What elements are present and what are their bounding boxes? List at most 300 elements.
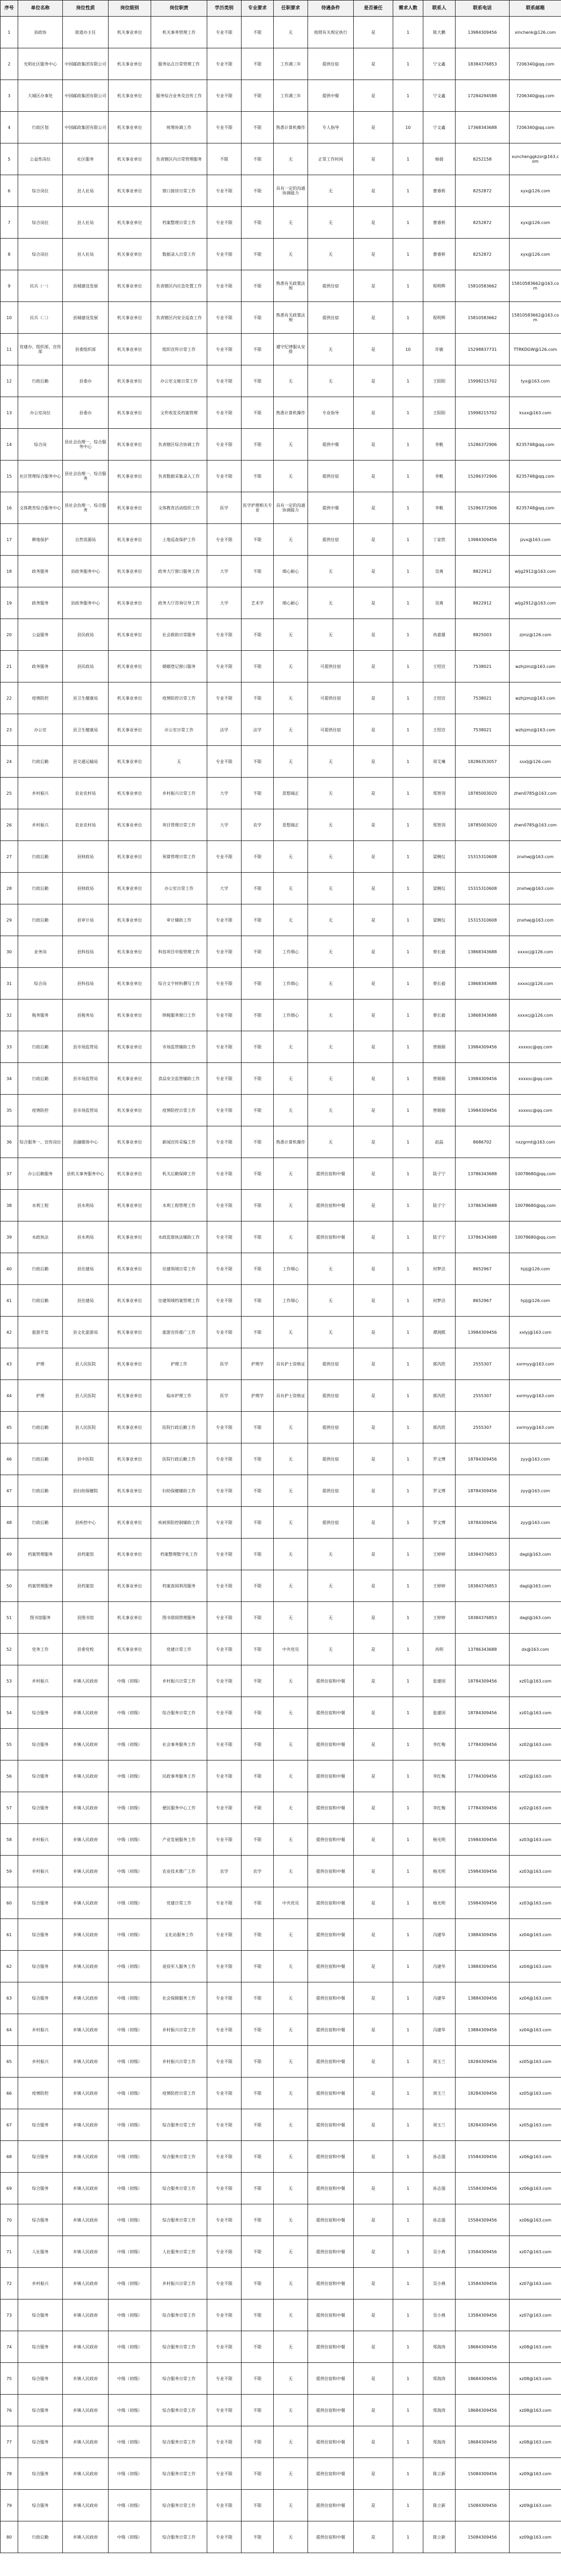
header-row: [1, 1, 561, 17]
table-cell: 专业指导: [308, 397, 354, 429]
table-cell: 1: [393, 809, 423, 841]
table-cell: nxzgrmt@163.com: [510, 1126, 561, 1158]
table-cell: 农学: [207, 1856, 242, 1887]
table-cell: 不限: [242, 2299, 274, 2331]
table-cell: 综合服务日常工作: [151, 1697, 207, 1729]
table-cell: 纳税服务窗口工作: [151, 1000, 207, 1031]
table-cell: 是: [354, 682, 393, 714]
table-cell: 县住建局: [63, 1285, 109, 1317]
table-cell: 提供住宿: [308, 1475, 354, 1507]
table-cell: 13984309456: [456, 1095, 510, 1126]
table-cell: 无: [274, 619, 308, 651]
header-cell: 序号: [1, 1, 18, 17]
table-cell: 55: [1, 1729, 18, 1760]
table-cell: 水利工程: [18, 1190, 63, 1221]
table-cell: 县科技局: [63, 936, 109, 968]
table-cell: 10078680@qq.com: [510, 1158, 561, 1190]
table-cell: 县交通运输局: [63, 746, 109, 778]
table-cell: 无: [274, 1982, 308, 2014]
table-cell: 综合服务: [18, 2363, 63, 2395]
table-cell: xxrmyy@163.com: [510, 1348, 561, 1380]
table-cell: 66: [1, 2078, 18, 2109]
header-cell: 学历类别: [207, 1, 242, 17]
table-row: [1, 556, 561, 587]
table-cell: 法学: [207, 714, 242, 746]
table-cell: 党建日常工作: [151, 1887, 207, 1919]
table-cell: 无: [308, 175, 354, 207]
table-cell: 负责数据采集录入工作: [151, 461, 207, 492]
table-cell: 疫情防控日常工作: [151, 1095, 207, 1126]
table-cell: 1: [393, 651, 423, 682]
table-cell: 水政执法: [18, 1221, 63, 1253]
table-row: [1, 1221, 561, 1253]
table-cell: 县政务服务中心: [63, 556, 109, 587]
table-cell: xz03@163.com: [510, 1887, 561, 1919]
table-cell: 无: [274, 524, 308, 556]
table-cell: 机关事业单位: [109, 809, 151, 841]
table-row: [1, 1412, 561, 1443]
table-cell: 综合岗: [18, 429, 63, 461]
table-cell: 乡镇人民政府: [63, 2299, 109, 2331]
table-cell: 无: [308, 746, 354, 778]
table-row: [1, 2236, 561, 2268]
table-cell: 机关事业单位: [109, 1095, 151, 1126]
table-cell: 是: [354, 429, 393, 461]
table-cell: 社会事务服务工作: [151, 1729, 207, 1760]
table-cell: 提供住宿和中餐: [308, 2458, 354, 2490]
table-cell: 15286372906: [456, 492, 510, 524]
table-cell: 8252158: [456, 143, 510, 175]
table-cell: 乡村振兴日常工作: [151, 2046, 207, 2078]
table-cell: 提供住宿: [308, 1443, 354, 1475]
table-cell: 专业不限: [207, 397, 242, 429]
table-cell: 行政后勤: [18, 1475, 63, 1507]
table-cell: 18286353057: [456, 746, 510, 778]
table-cell: 县政务服务中心: [63, 587, 109, 619]
table-cell: 42: [1, 1317, 18, 1348]
table-cell: 工作细心: [274, 1253, 308, 1285]
table-cell: 专业不限: [207, 175, 242, 207]
table-cell: 28: [1, 873, 18, 904]
table-cell: 提供住宿和中餐: [308, 2299, 354, 2331]
table-cell: xz01@163.com: [510, 1665, 561, 1697]
table-cell: 无: [274, 365, 308, 397]
table-cell: 44: [1, 1380, 18, 1412]
table-cell: xz01@163.com: [510, 1697, 561, 1729]
table-cell: 13: [1, 397, 18, 429]
table-cell: 13584309456: [456, 2268, 510, 2299]
table-cell: 梁婉仪: [423, 904, 456, 936]
table-cell: xunchenggkzsr@163.com: [510, 143, 561, 175]
table-cell: 水利工程管理工作: [151, 1190, 207, 1221]
table-cell: 政务大厅咨询引导工作: [151, 587, 207, 619]
table-cell: 乡镇人民政府: [63, 1729, 109, 1760]
table-cell: 专业不限: [207, 1063, 242, 1095]
table-cell: 1: [393, 1887, 423, 1919]
table-cell: 1: [393, 1380, 423, 1412]
table-cell: 政务服务: [18, 587, 63, 619]
table-cell: 乡镇人民政府: [63, 1760, 109, 1792]
table-cell: 无: [274, 1412, 308, 1443]
table-cell: 周艾琳: [423, 746, 456, 778]
table-cell: 不限: [242, 1760, 274, 1792]
table-cell: 13884309456: [456, 2014, 510, 2046]
header-cell: 是否兼任: [354, 1, 393, 17]
table-cell: 中级（初级）: [109, 2490, 151, 2521]
table-cell: 8822912: [456, 556, 510, 587]
table-cell: 是: [354, 2458, 393, 2490]
table-cell: xxrmyy@163.com: [510, 1412, 561, 1443]
table-cell: 曾娟娟: [423, 1063, 456, 1095]
table-cell: 无: [274, 2236, 308, 2268]
table-cell: 专业不限: [207, 334, 242, 365]
table-cell: 档案整理日常工作: [151, 207, 207, 239]
table-cell: 提供住宿: [308, 48, 354, 80]
table-cell: 1: [393, 1634, 423, 1665]
table-cell: 可提供住宿: [308, 651, 354, 682]
table-cell: 无: [274, 904, 308, 936]
table-cell: 孙志强: [423, 2141, 456, 2173]
table-cell: 不限: [242, 2268, 274, 2299]
table-cell: 是: [354, 2299, 393, 2331]
table-cell: 护理: [18, 1380, 63, 1412]
table-cell: 1: [393, 778, 423, 809]
table-row: [1, 1095, 561, 1126]
table-cell: 无: [308, 1285, 354, 1317]
table-cell: 陈立新: [423, 2490, 456, 2521]
header-cell: 岗位级别: [109, 1, 151, 17]
table-cell: xz07@163.com: [510, 2236, 561, 2268]
table-cell: 食品安全监管辅助工作: [151, 1063, 207, 1095]
table-cell: 郭芮欣: [423, 1348, 456, 1380]
table-cell: 专业不限: [207, 270, 242, 302]
table-cell: 机关事业单位: [109, 1253, 151, 1285]
table-cell: 提供住宿和中餐: [308, 1190, 354, 1221]
table-cell: 1: [393, 365, 423, 397]
table-cell: 中级（初级）: [109, 1760, 151, 1792]
table-cell: 13584309456: [456, 2299, 510, 2331]
table-row: [1, 778, 561, 809]
table-cell: 1: [1, 17, 18, 48]
table-cell: 26: [1, 809, 18, 841]
table-cell: 王婷婷: [423, 1570, 456, 1602]
table-cell: 1: [393, 904, 423, 936]
table-cell: 78: [1, 2458, 18, 2490]
table-cell: 专业不限: [207, 746, 242, 778]
table-cell: 乡镇人民政府: [63, 2046, 109, 2078]
table-cell: wljg2912@163.com: [510, 587, 561, 619]
table-cell: 是: [354, 1000, 393, 1031]
table-cell: 周玉兰: [423, 2046, 456, 2078]
table-cell: 17: [1, 524, 18, 556]
table-cell: zyy@163.com: [510, 1443, 561, 1475]
table-cell: 17784309456: [456, 1792, 510, 1824]
table-cell: 提供住宿和中餐: [308, 2109, 354, 2141]
table-cell: 无: [151, 746, 207, 778]
table-cell: 机关事业单位: [109, 619, 151, 651]
table-cell: xz05@163.com: [510, 2046, 561, 2078]
table-cell: 县审计局: [63, 904, 109, 936]
table-cell: 乡镇人民政府: [63, 2173, 109, 2204]
table-cell: 专业不限: [207, 17, 242, 48]
table-cell: xz02@163.com: [510, 1792, 561, 1824]
table-cell: 综合服务: [18, 2331, 63, 2363]
table-cell: 曹睿桥: [423, 239, 456, 270]
table-cell: 可提供住宿: [308, 682, 354, 714]
table-cell: 8235748@qq.com: [510, 429, 561, 461]
table-cell: 大学: [207, 587, 242, 619]
table-cell: 1: [393, 619, 423, 651]
table-cell: 负责辖区内安全巡查工作: [151, 302, 207, 334]
table-cell: 郭芮欣: [423, 1412, 456, 1443]
table-cell: 是: [354, 1665, 393, 1697]
table-cell: 无: [274, 1824, 308, 1856]
table-cell: 不限: [242, 904, 274, 936]
table-cell: 15298837731: [456, 334, 510, 365]
table-row: [1, 1253, 561, 1285]
table-cell: 1: [393, 1665, 423, 1697]
table-cell: 8652967: [456, 1285, 510, 1317]
table-cell: dagl@163.com: [510, 1539, 561, 1570]
table-cell: xz02@163.com: [510, 1729, 561, 1760]
table-cell: 机关事业单位: [109, 968, 151, 1000]
table-cell: xxlyj@163.com: [510, 1317, 561, 1348]
table-cell: 是: [354, 1095, 393, 1126]
table-cell: 不限: [242, 1063, 274, 1095]
table-cell: 是: [354, 746, 393, 778]
table-cell: 县文化旅游局: [63, 1317, 109, 1348]
table-cell: xxxxcj@126.com: [510, 1000, 561, 1031]
table-cell: 是: [354, 112, 393, 143]
table-cell: 13984309456: [456, 1063, 510, 1095]
table-cell: 专业不限: [207, 904, 242, 936]
table-cell: 农业农村局: [63, 809, 109, 841]
table-cell: 15286372906: [456, 461, 510, 492]
table-cell: 是: [354, 1792, 393, 1824]
table-cell: 医学护理相关专业: [242, 492, 274, 524]
table-cell: 提供住宿和中餐: [308, 1824, 354, 1856]
table-cell: 提供住宿和中餐: [308, 1158, 354, 1190]
table-cell: 18284309456: [456, 2078, 510, 2109]
table-cell: 24: [1, 746, 18, 778]
table-cell: 乡镇人民政府: [63, 1665, 109, 1697]
table-cell: 专业不限: [207, 2490, 242, 2521]
table-cell: 11: [1, 334, 18, 365]
table-cell: 医学: [207, 492, 242, 524]
table-cell: 无: [274, 1317, 308, 1348]
table-cell: 思想端正: [274, 809, 308, 841]
table-cell: 69: [1, 2173, 18, 2204]
table-cell: 是: [354, 1412, 393, 1443]
table-cell: 机关事业单位: [109, 1475, 151, 1507]
table-cell: 18785003020: [456, 778, 510, 809]
table-cell: 13786343688: [456, 1190, 510, 1221]
table-cell: 法学: [242, 714, 274, 746]
table-row: [1, 936, 561, 968]
table-cell: 乡镇人民政府: [63, 2014, 109, 2046]
table-cell: 18684309456: [456, 2426, 510, 2458]
table-cell: 18784309456: [456, 1475, 510, 1507]
table-cell: 1: [393, 2046, 423, 2078]
table-cell: 综合服务日常工作: [151, 2395, 207, 2426]
table-cell: 1: [393, 1919, 423, 1951]
table-cell: 熟悉有关政策法规: [274, 270, 308, 302]
table-cell: 13786343688: [456, 1634, 510, 1665]
table-cell: 提供住宿和中餐: [308, 1221, 354, 1253]
table-row: [1, 2109, 561, 2141]
table-cell: 无: [274, 1856, 308, 1887]
table-cell: 旅游宣传推广工作: [151, 1317, 207, 1348]
table-cell: 专业不限: [207, 1443, 242, 1475]
table-cell: 机关事业单位: [109, 1317, 151, 1348]
table-cell: 无: [308, 334, 354, 365]
table-cell: 梁婉仪: [423, 841, 456, 873]
table-cell: 1: [393, 2078, 423, 2109]
table-cell: 杨倩: [423, 143, 456, 175]
table-cell: 无: [308, 207, 354, 239]
table-cell: 无: [274, 651, 308, 682]
table-cell: wzhjzmz@163.com: [510, 714, 561, 746]
table-cell: 15315310608: [456, 873, 510, 904]
table-cell: 乡镇人民政府: [63, 1856, 109, 1887]
table-cell: 正常工作时间: [308, 143, 354, 175]
table-cell: 机关事业单位: [109, 1221, 151, 1253]
table-cell: 无: [308, 936, 354, 968]
table-cell: 疫情防控: [18, 2078, 63, 2109]
table-cell: 疫情防控日常工作: [151, 2078, 207, 2109]
header-cell: 待遇条件: [308, 1, 354, 17]
table-cell: 大学: [207, 556, 242, 587]
table-cell: 中级（初级）: [109, 2426, 151, 2458]
table-cell: 5: [1, 143, 18, 175]
table-cell: 县市场监管局: [63, 1031, 109, 1063]
table-cell: 中级（初级）: [109, 2331, 151, 2363]
table-cell: 行政后勤: [18, 1412, 63, 1443]
table-cell: 不限: [242, 1285, 274, 1317]
table-cell: 机关事业单位: [109, 1158, 151, 1190]
table-row: [1, 1031, 561, 1063]
table-cell: 专业不限: [207, 1253, 242, 1285]
table-cell: 杨光明: [423, 1824, 456, 1856]
table-cell: 是: [354, 1063, 393, 1095]
table-cell: 23: [1, 714, 18, 746]
table-cell: 7206340@qq.com: [510, 112, 561, 143]
table-cell: 提供住宿和中餐: [308, 1665, 354, 1697]
table-cell: 乡镇人民政府: [63, 1982, 109, 2014]
table-cell: 14: [1, 429, 18, 461]
table-cell: tyx@163.com: [510, 365, 561, 397]
table-cell: 乡镇人民政府: [63, 2141, 109, 2173]
table-cell: 不限: [242, 1253, 274, 1285]
table-cell: 机关事业单位: [109, 1063, 151, 1095]
table-cell: 无: [308, 1000, 354, 1031]
table-cell: zyy@163.com: [510, 1507, 561, 1539]
table-cell: 新闻宣传采编工作: [151, 1126, 207, 1158]
table-cell: 是: [354, 714, 393, 746]
table-cell: 专人指导: [308, 112, 354, 143]
table-cell: 不限: [242, 207, 274, 239]
table-cell: 74: [1, 2331, 18, 2363]
table-row: [1, 524, 561, 556]
table-row: [1, 1824, 561, 1856]
table-cell: 李红梅: [423, 1729, 456, 1760]
table-cell: 不限: [242, 461, 274, 492]
table-cell: 不限: [242, 619, 274, 651]
table-cell: 曹睿桥: [423, 175, 456, 207]
table-cell: 便民服务中心工作: [151, 1792, 207, 1824]
table-cell: 机关事业单位: [109, 48, 151, 80]
table-cell: 6: [1, 175, 18, 207]
table-cell: 社会保障服务工作: [151, 1982, 207, 2014]
table-cell: 中级（初级）: [109, 2078, 151, 2109]
table-cell: 专业不限: [207, 239, 242, 270]
table-cell: 是: [354, 809, 393, 841]
table-cell: 专业不限: [207, 2236, 242, 2268]
table-cell: 文化站服务工作: [151, 1919, 207, 1951]
table-cell: hjzj@126.com: [510, 1285, 561, 1317]
table-cell: 39: [1, 1221, 18, 1253]
table-cell: 罗文博: [423, 1475, 456, 1507]
table-cell: 何梦洁: [423, 1253, 456, 1285]
table-cell: 专业不限: [207, 1285, 242, 1317]
table-cell: 1: [393, 207, 423, 239]
table-cell: 乡镇人民政府: [63, 1887, 109, 1919]
table-cell: 乡镇人民政府: [63, 2458, 109, 2490]
table-cell: 8235748@qq.com: [510, 492, 561, 524]
table-cell: 1: [393, 1190, 423, 1221]
table-cell: 专业不限: [207, 2331, 242, 2363]
table-cell: 机关事业单位: [109, 1190, 151, 1221]
table-cell: 机关事业单位: [109, 429, 151, 461]
table-cell: 专业不限: [207, 524, 242, 556]
table-cell: 机关事业单位: [109, 556, 151, 587]
table-cell: 罗文博: [423, 1443, 456, 1475]
table-cell: 县城建设发展: [63, 302, 109, 334]
table-cell: 是: [354, 2331, 393, 2363]
table-cell: 专业不限: [207, 1317, 242, 1348]
table-cell: 郑智剑: [423, 778, 456, 809]
table-cell: 耕地保护: [18, 524, 63, 556]
table-cell: 不限: [242, 1919, 274, 1951]
table-cell: 19: [1, 587, 18, 619]
table-cell: 1: [393, 556, 423, 587]
table-cell: 机关事业单位: [109, 873, 151, 904]
table-cell: 专业不限: [207, 1570, 242, 1602]
table-row: [1, 2204, 561, 2236]
table-cell: 县卫生健康局: [63, 682, 109, 714]
table-cell: 不限: [207, 143, 242, 175]
table-cell: 细心耐心: [274, 587, 308, 619]
table-cell: 不限: [242, 1697, 274, 1729]
table-cell: 乡村振兴: [18, 1824, 63, 1856]
table-cell: 不限: [242, 1190, 274, 1221]
table-cell: 机关事业单位: [109, 270, 151, 302]
table-cell: 58: [1, 1824, 18, 1856]
table-cell: 18684309456: [456, 2363, 510, 2395]
table-cell: 不限: [242, 1158, 274, 1190]
table-cell: 王绍宣: [423, 651, 456, 682]
table-cell: 机关事业单位: [109, 461, 151, 492]
table-cell: xz09@163.com: [510, 2521, 561, 2553]
table-cell: 是: [354, 48, 393, 80]
table-cell: 陈立新: [423, 2458, 456, 2490]
table-cell: 行政后勤: [18, 1253, 63, 1285]
table-cell: 18784309456: [456, 1507, 510, 1539]
table-cell: 无: [274, 746, 308, 778]
table-cell: 是: [354, 334, 393, 365]
table-cell: 业务岗: [18, 936, 63, 968]
table-cell: 是: [354, 2363, 393, 2395]
